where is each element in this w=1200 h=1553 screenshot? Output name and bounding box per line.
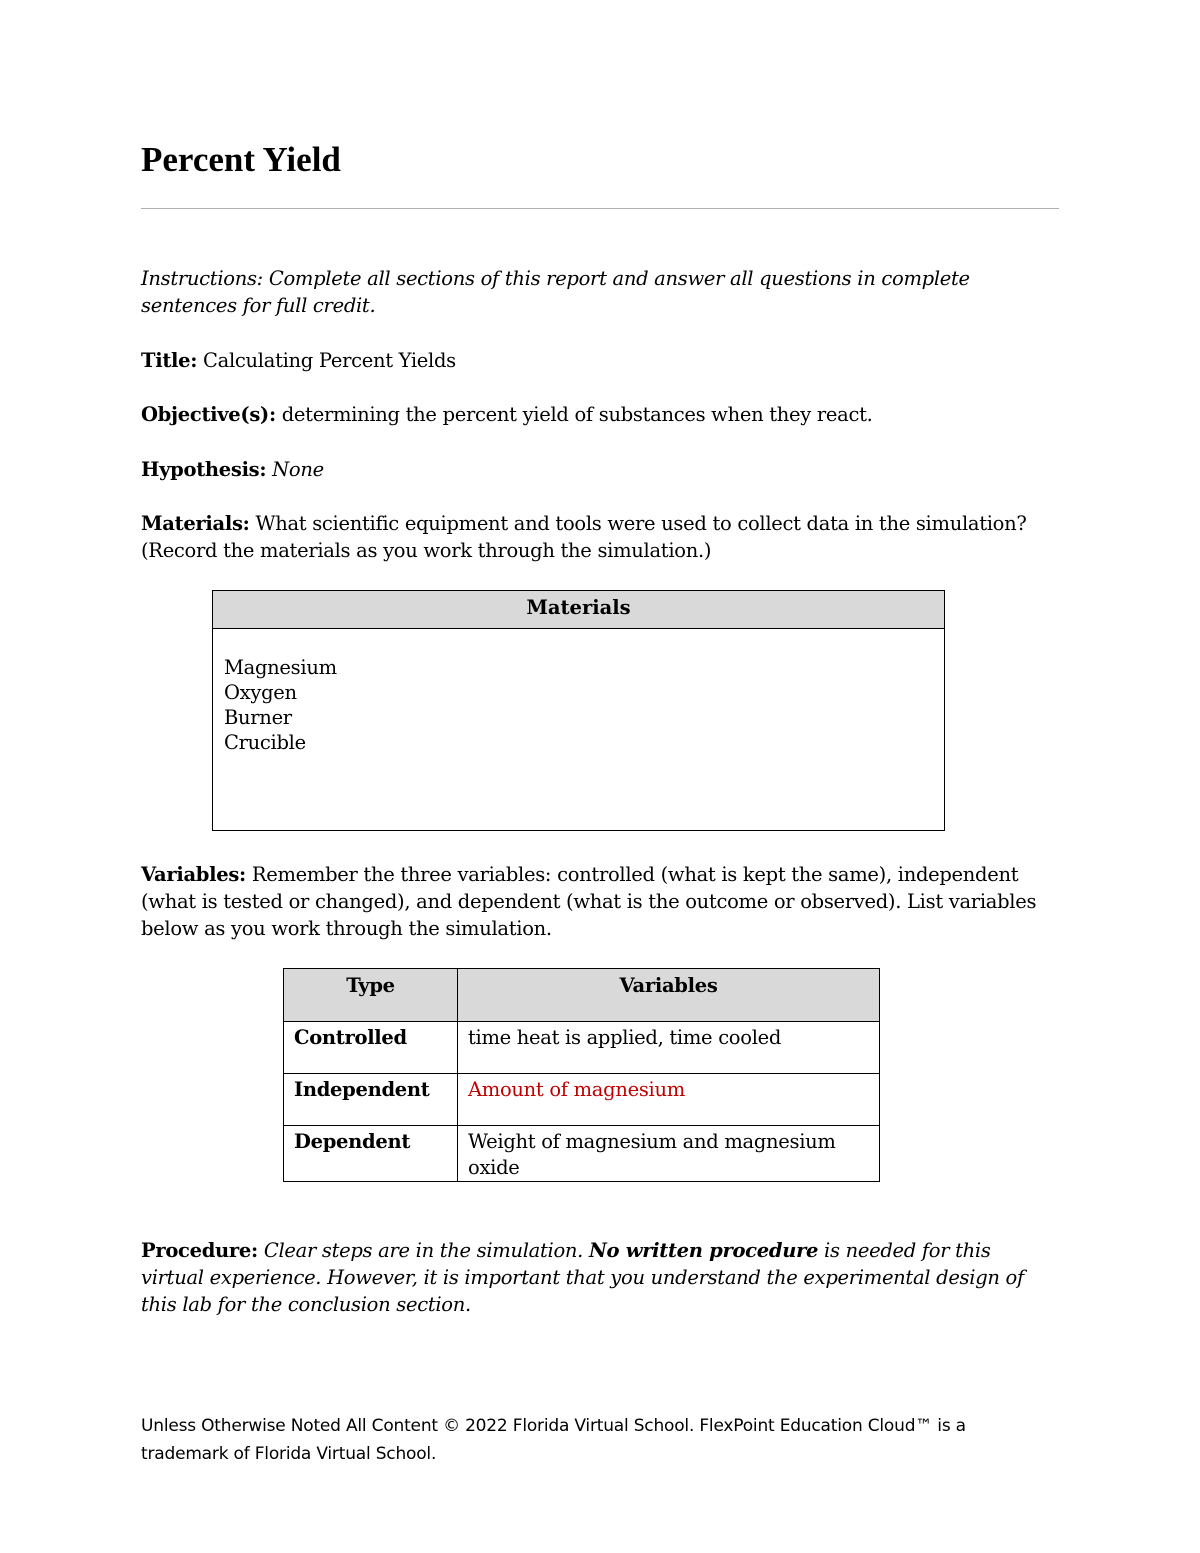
materials-intro-text: What scientific equipment and tools were used to collect data in the simulation? (Record the materials as you work through the simulation.) <box>141 512 1027 562</box>
materials-list <box>224 655 337 755</box>
variable-value: Weight of magnesium and magnesium oxide <box>458 1126 880 1182</box>
title-field <box>141 347 1059 374</box>
procedure-section <box>141 1237 1059 1318</box>
variable-value-highlighted: Amount of magnesium <box>458 1074 880 1126</box>
title-field-value: Calculating Percent Yields <box>203 349 456 372</box>
instructions-text: Instructions: Complete all sections of this report and answer all questions in complete sentences for full credit. <box>141 267 970 317</box>
materials-item: Magnesium <box>224 656 337 679</box>
objective-value: determining the percent yield of substances when they react. <box>281 403 873 426</box>
variables-label: Variables: <box>141 863 246 886</box>
procedure-text-1: Clear steps are in the simulation. <box>263 1239 589 1262</box>
hypothesis-label: Hypothesis: <box>141 458 267 481</box>
title-divider <box>141 208 1059 209</box>
variables-header-variables: Variables <box>458 969 880 1022</box>
materials-table <box>212 590 945 831</box>
procedure-label: Procedure: <box>141 1239 258 1262</box>
variable-type: Controlled <box>284 1022 458 1074</box>
materials-table-header: Materials <box>213 591 944 629</box>
objective-field <box>141 401 1059 428</box>
variables-header-type: Type <box>284 969 458 1022</box>
materials-item: Crucible <box>224 731 306 754</box>
variable-value: time heat is applied, time cooled <box>458 1022 880 1074</box>
procedure-bold-text: No written procedure <box>588 1239 819 1262</box>
title-field-label: Title: <box>141 349 198 372</box>
variables-intro-text: Remember the three variables: controlled (what is kept the same), independent (what is tested or changed), and dependent (what is the outcome or observed). List variables below as you work through the simulation. <box>141 863 1037 940</box>
hypothesis-value: None <box>272 458 324 481</box>
objective-label: Objective(s): <box>141 403 276 426</box>
page-title: Percent Yield <box>141 140 341 179</box>
table-row <box>284 1074 880 1126</box>
variable-type: Independent <box>284 1074 458 1126</box>
variables-table-header-row <box>284 969 880 1022</box>
materials-intro <box>141 510 1059 564</box>
variables-table <box>283 968 880 1182</box>
materials-item: Burner <box>224 706 292 729</box>
hypothesis-field <box>141 456 1059 483</box>
variables-intro <box>141 861 1059 942</box>
procedure-text-2: is needed for this virtual experience. However, it is important that you understand the experimental design of this lab for the conclusion section. <box>141 1239 1024 1316</box>
table-row <box>284 1126 880 1182</box>
materials-item: Oxygen <box>224 681 297 704</box>
table-row <box>284 1022 880 1074</box>
copyright-footer: Unless Otherwise Noted All Content © 2022 Florida Virtual School. FlexPoint Education Cloud™ is a trademark of Florida Virtual School. <box>141 1416 966 1464</box>
variable-type: Dependent <box>284 1126 458 1182</box>
materials-label: Materials: <box>141 512 250 535</box>
